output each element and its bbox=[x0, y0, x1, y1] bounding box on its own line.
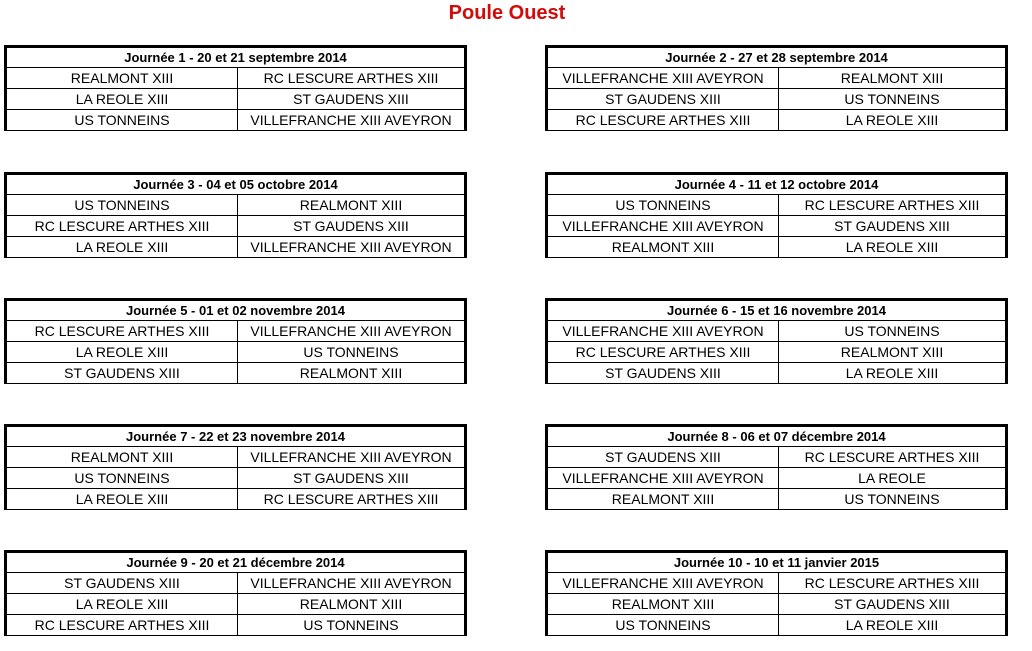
away-team: ST GAUDENS XIII bbox=[293, 91, 409, 107]
home-team: LA REOLE XIII bbox=[7, 594, 238, 614]
match-row bbox=[7, 489, 464, 509]
home-team: VILLEFRANCHE XIII AVEYRON bbox=[548, 321, 779, 341]
home-team: RC LESCURE ARTHES XIII bbox=[7, 615, 238, 635]
home-team: REALMONT XIII bbox=[548, 489, 779, 509]
away-team: RC LESCURE ARTHES XIII bbox=[804, 197, 980, 213]
round-table-5 bbox=[4, 298, 467, 384]
away-team: RC LESCURE ARTHES XIII bbox=[263, 70, 439, 86]
round-header: Journée 9 - 20 et 21 décembre 2014 bbox=[7, 553, 464, 573]
match-row bbox=[7, 216, 464, 237]
home-team: US TONNEINS bbox=[548, 195, 779, 215]
match-row bbox=[548, 110, 1005, 130]
home-team: RC LESCURE ARTHES XIII bbox=[548, 110, 779, 130]
home-team: VILLEFRANCHE XIII AVEYRON bbox=[548, 468, 779, 488]
away-team: ST GAUDENS XIII bbox=[293, 470, 409, 486]
round-header: Journée 8 - 06 et 07 décembre 2014 bbox=[548, 427, 1005, 447]
away-team: LA REOLE XIII bbox=[845, 239, 939, 255]
away-team: REALMONT XIII bbox=[299, 365, 403, 381]
match-row bbox=[548, 216, 1005, 237]
away-team: US TONNEINS bbox=[303, 617, 399, 633]
match-row bbox=[7, 89, 464, 110]
round-table-10 bbox=[545, 550, 1008, 636]
away-team: VILLEFRANCHE XIII AVEYRON bbox=[250, 575, 452, 591]
match-row bbox=[548, 342, 1005, 363]
home-team: VILLEFRANCHE XIII AVEYRON bbox=[548, 68, 779, 88]
match-row bbox=[7, 447, 464, 468]
round-table-4 bbox=[545, 172, 1008, 258]
match-row bbox=[548, 468, 1005, 489]
away-team: LA REOLE XIII bbox=[845, 365, 939, 381]
away-team: US TONNEINS bbox=[844, 323, 940, 339]
away-team: LA REOLE XIII bbox=[845, 112, 939, 128]
home-team: ST GAUDENS XIII bbox=[548, 447, 779, 467]
away-team: ST GAUDENS XIII bbox=[834, 218, 950, 234]
away-team: VILLEFRANCHE XIII AVEYRON bbox=[250, 449, 452, 465]
round-header: Journée 2 - 27 et 28 septembre 2014 bbox=[548, 48, 1005, 68]
home-team: LA REOLE XIII bbox=[7, 489, 238, 509]
home-team: REALMONT XIII bbox=[7, 68, 238, 88]
away-team: LA REOLE XIII bbox=[845, 617, 939, 633]
match-row bbox=[7, 573, 464, 594]
round-header: Journée 7 - 22 et 23 novembre 2014 bbox=[7, 427, 464, 447]
away-team: RC LESCURE ARTHES XIII bbox=[804, 449, 980, 465]
home-team: ST GAUDENS XIII bbox=[7, 573, 238, 593]
home-team: RC LESCURE ARTHES XIII bbox=[548, 342, 779, 362]
match-row bbox=[548, 594, 1005, 615]
round-header: Journée 3 - 04 et 05 octobre 2014 bbox=[7, 175, 464, 195]
match-row bbox=[7, 195, 464, 216]
match-row bbox=[7, 594, 464, 615]
match-row bbox=[548, 321, 1005, 342]
home-team: REALMONT XIII bbox=[548, 594, 779, 614]
match-row bbox=[548, 573, 1005, 594]
match-row bbox=[7, 321, 464, 342]
home-team: LA REOLE XIII bbox=[7, 237, 238, 257]
round-table-9 bbox=[4, 550, 467, 636]
match-row bbox=[7, 237, 464, 257]
away-team: VILLEFRANCHE XIII AVEYRON bbox=[250, 323, 452, 339]
away-team: ST GAUDENS XIII bbox=[834, 596, 950, 612]
match-row bbox=[548, 363, 1005, 383]
round-table-3 bbox=[4, 172, 467, 258]
match-row bbox=[7, 363, 464, 383]
round-table-7 bbox=[4, 424, 467, 510]
home-team: LA REOLE XIII bbox=[7, 342, 238, 362]
round-header: Journée 1 - 20 et 21 septembre 2014 bbox=[7, 48, 464, 68]
away-team: US TONNEINS bbox=[844, 491, 940, 507]
away-team: US TONNEINS bbox=[844, 91, 940, 107]
match-row bbox=[548, 89, 1005, 110]
match-row bbox=[7, 615, 464, 635]
match-row bbox=[548, 615, 1005, 635]
home-team: REALMONT XIII bbox=[7, 447, 238, 467]
page-title: Poule Ouest bbox=[448, 2, 566, 24]
match-row bbox=[548, 237, 1005, 257]
match-row bbox=[548, 447, 1005, 468]
home-team: RC LESCURE ARTHES XIII bbox=[7, 216, 238, 236]
match-row bbox=[7, 68, 464, 89]
round-table-6 bbox=[545, 298, 1008, 384]
home-team: VILLEFRANCHE XIII AVEYRON bbox=[548, 216, 779, 236]
round-header: Journée 6 - 15 et 16 novembre 2014 bbox=[548, 301, 1005, 321]
away-team: RC LESCURE ARTHES XIII bbox=[263, 491, 439, 507]
away-team: ST GAUDENS XIII bbox=[293, 218, 409, 234]
round-table-1 bbox=[4, 45, 467, 131]
home-team: US TONNEINS bbox=[548, 615, 779, 635]
away-team: REALMONT XIII bbox=[299, 197, 403, 213]
away-team: RC LESCURE ARTHES XIII bbox=[804, 575, 980, 591]
away-team: US TONNEINS bbox=[303, 344, 399, 360]
round-header: Journée 5 - 01 et 02 novembre 2014 bbox=[7, 301, 464, 321]
match-row bbox=[7, 468, 464, 489]
round-table-8 bbox=[545, 424, 1008, 510]
home-team: US TONNEINS bbox=[7, 195, 238, 215]
away-team: REALMONT XIII bbox=[840, 344, 944, 360]
match-row bbox=[7, 110, 464, 130]
away-team: REALMONT XIII bbox=[840, 70, 944, 86]
away-team: VILLEFRANCHE XIII AVEYRON bbox=[250, 112, 452, 128]
home-team: ST GAUDENS XIII bbox=[548, 89, 779, 109]
round-header: Journée 10 - 10 et 11 janvier 2015 bbox=[548, 553, 1005, 573]
home-team: US TONNEINS bbox=[7, 110, 238, 130]
match-row bbox=[548, 489, 1005, 509]
match-row bbox=[548, 195, 1005, 216]
home-team: ST GAUDENS XIII bbox=[548, 363, 779, 383]
home-team: VILLEFRANCHE XIII AVEYRON bbox=[548, 573, 779, 593]
away-team: LA REOLE bbox=[858, 470, 926, 486]
round-header: Journée 4 - 11 et 12 octobre 2014 bbox=[548, 175, 1005, 195]
match-row bbox=[548, 68, 1005, 89]
home-team: US TONNEINS bbox=[7, 468, 238, 488]
home-team: RC LESCURE ARTHES XIII bbox=[7, 321, 238, 341]
away-team: VILLEFRANCHE XIII AVEYRON bbox=[250, 239, 452, 255]
home-team: LA REOLE XIII bbox=[7, 89, 238, 109]
home-team: REALMONT XIII bbox=[548, 237, 779, 257]
match-row bbox=[7, 342, 464, 363]
round-table-2 bbox=[545, 45, 1008, 131]
home-team: ST GAUDENS XIII bbox=[7, 363, 238, 383]
away-team: REALMONT XIII bbox=[299, 596, 403, 612]
